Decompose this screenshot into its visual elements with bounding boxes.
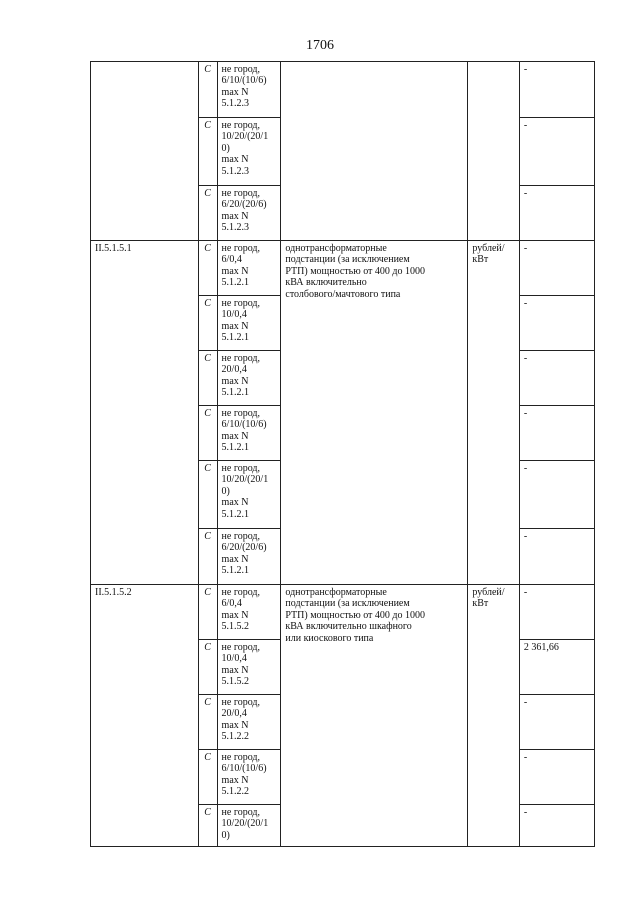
symbol-cell: C bbox=[198, 186, 217, 241]
parameter-cell: не город, 10/0,4 max N 5.1.5.2 bbox=[217, 640, 281, 695]
unit-cell: рублей/ кВт bbox=[468, 585, 520, 847]
symbol-cell: C bbox=[198, 406, 217, 461]
page-number: 1706 bbox=[306, 38, 334, 53]
parameter-cell: не город, 6/10/(10/6) max N 5.1.2.1 bbox=[217, 406, 281, 461]
symbol-cell: C bbox=[198, 296, 217, 351]
description-cell: однотрансформаторные подстанции (за исключением РТП) мощностью от 400 до 1000 кВА включительно столбового/мачтового типа bbox=[281, 241, 468, 585]
symbol-cell: C bbox=[198, 529, 217, 585]
code-cell: II.5.1.5.1 bbox=[91, 241, 199, 585]
table-row bbox=[91, 62, 595, 118]
value-cell: - bbox=[519, 118, 594, 186]
code-cell bbox=[91, 62, 199, 241]
unit-cell: рублей/ кВт bbox=[468, 241, 520, 585]
value-cell: - bbox=[519, 406, 594, 461]
value-cell: - bbox=[519, 241, 594, 296]
symbol-cell: C bbox=[198, 585, 217, 640]
tariff-table bbox=[90, 61, 595, 847]
value-cell: 2 361,66 bbox=[519, 640, 594, 695]
value-cell: - bbox=[519, 585, 594, 640]
symbol-cell: C bbox=[198, 805, 217, 847]
value-cell: - bbox=[519, 62, 594, 118]
parameter-cell: не город, 10/20/(20/1 0) max N 5.1.2.1 bbox=[217, 461, 281, 529]
description-cell bbox=[281, 62, 468, 241]
parameter-cell: не город, 6/20/(20/6) max N 5.1.2.1 bbox=[217, 529, 281, 585]
symbol-cell: C bbox=[198, 241, 217, 296]
table-row bbox=[91, 585, 595, 640]
parameter-cell: не город, 6/0,4 max N 5.1.2.1 bbox=[217, 241, 281, 296]
symbol-cell: C bbox=[198, 750, 217, 805]
value-cell: - bbox=[519, 186, 594, 241]
symbol-cell: C bbox=[198, 118, 217, 186]
parameter-cell: не город, 6/10/(10/6) max N 5.1.2.2 bbox=[217, 750, 281, 805]
parameter-cell: не город, 10/20/(20/1 0) max N 5.1.2.3 bbox=[217, 118, 281, 186]
symbol-cell: C bbox=[198, 62, 217, 118]
table-row bbox=[91, 241, 595, 296]
value-cell: - bbox=[519, 695, 594, 750]
parameter-cell: не город, 20/0,4 max N 5.1.2.2 bbox=[217, 695, 281, 750]
value-cell: - bbox=[519, 296, 594, 351]
parameter-cell: не город, 6/10/(10/6) max N 5.1.2.3 bbox=[217, 62, 281, 118]
description-cell: однотрансформаторные подстанции (за исключением РТП) мощностью от 400 до 1000 кВА включительно шкафного или киоскового типа bbox=[281, 585, 468, 847]
parameter-cell: не город, 10/0,4 max N 5.1.2.1 bbox=[217, 296, 281, 351]
symbol-cell: C bbox=[198, 351, 217, 406]
value-cell: - bbox=[519, 805, 594, 847]
symbol-cell: C bbox=[198, 640, 217, 695]
value-cell: - bbox=[519, 529, 594, 585]
parameter-cell: не город, 6/0,4 max N 5.1.5.2 bbox=[217, 585, 281, 640]
parameter-cell: не город, 20/0,4 max N 5.1.2.1 bbox=[217, 351, 281, 406]
symbol-cell: C bbox=[198, 461, 217, 529]
value-cell: - bbox=[519, 351, 594, 406]
symbol-cell: C bbox=[198, 695, 217, 750]
parameter-cell: не город, 6/20/(20/6) max N 5.1.2.3 bbox=[217, 186, 281, 241]
value-cell: - bbox=[519, 750, 594, 805]
value-cell: - bbox=[519, 461, 594, 529]
unit-cell bbox=[468, 62, 520, 241]
code-cell: II.5.1.5.2 bbox=[91, 585, 199, 847]
parameter-cell: не город, 10/20/(20/1 0) bbox=[217, 805, 281, 847]
